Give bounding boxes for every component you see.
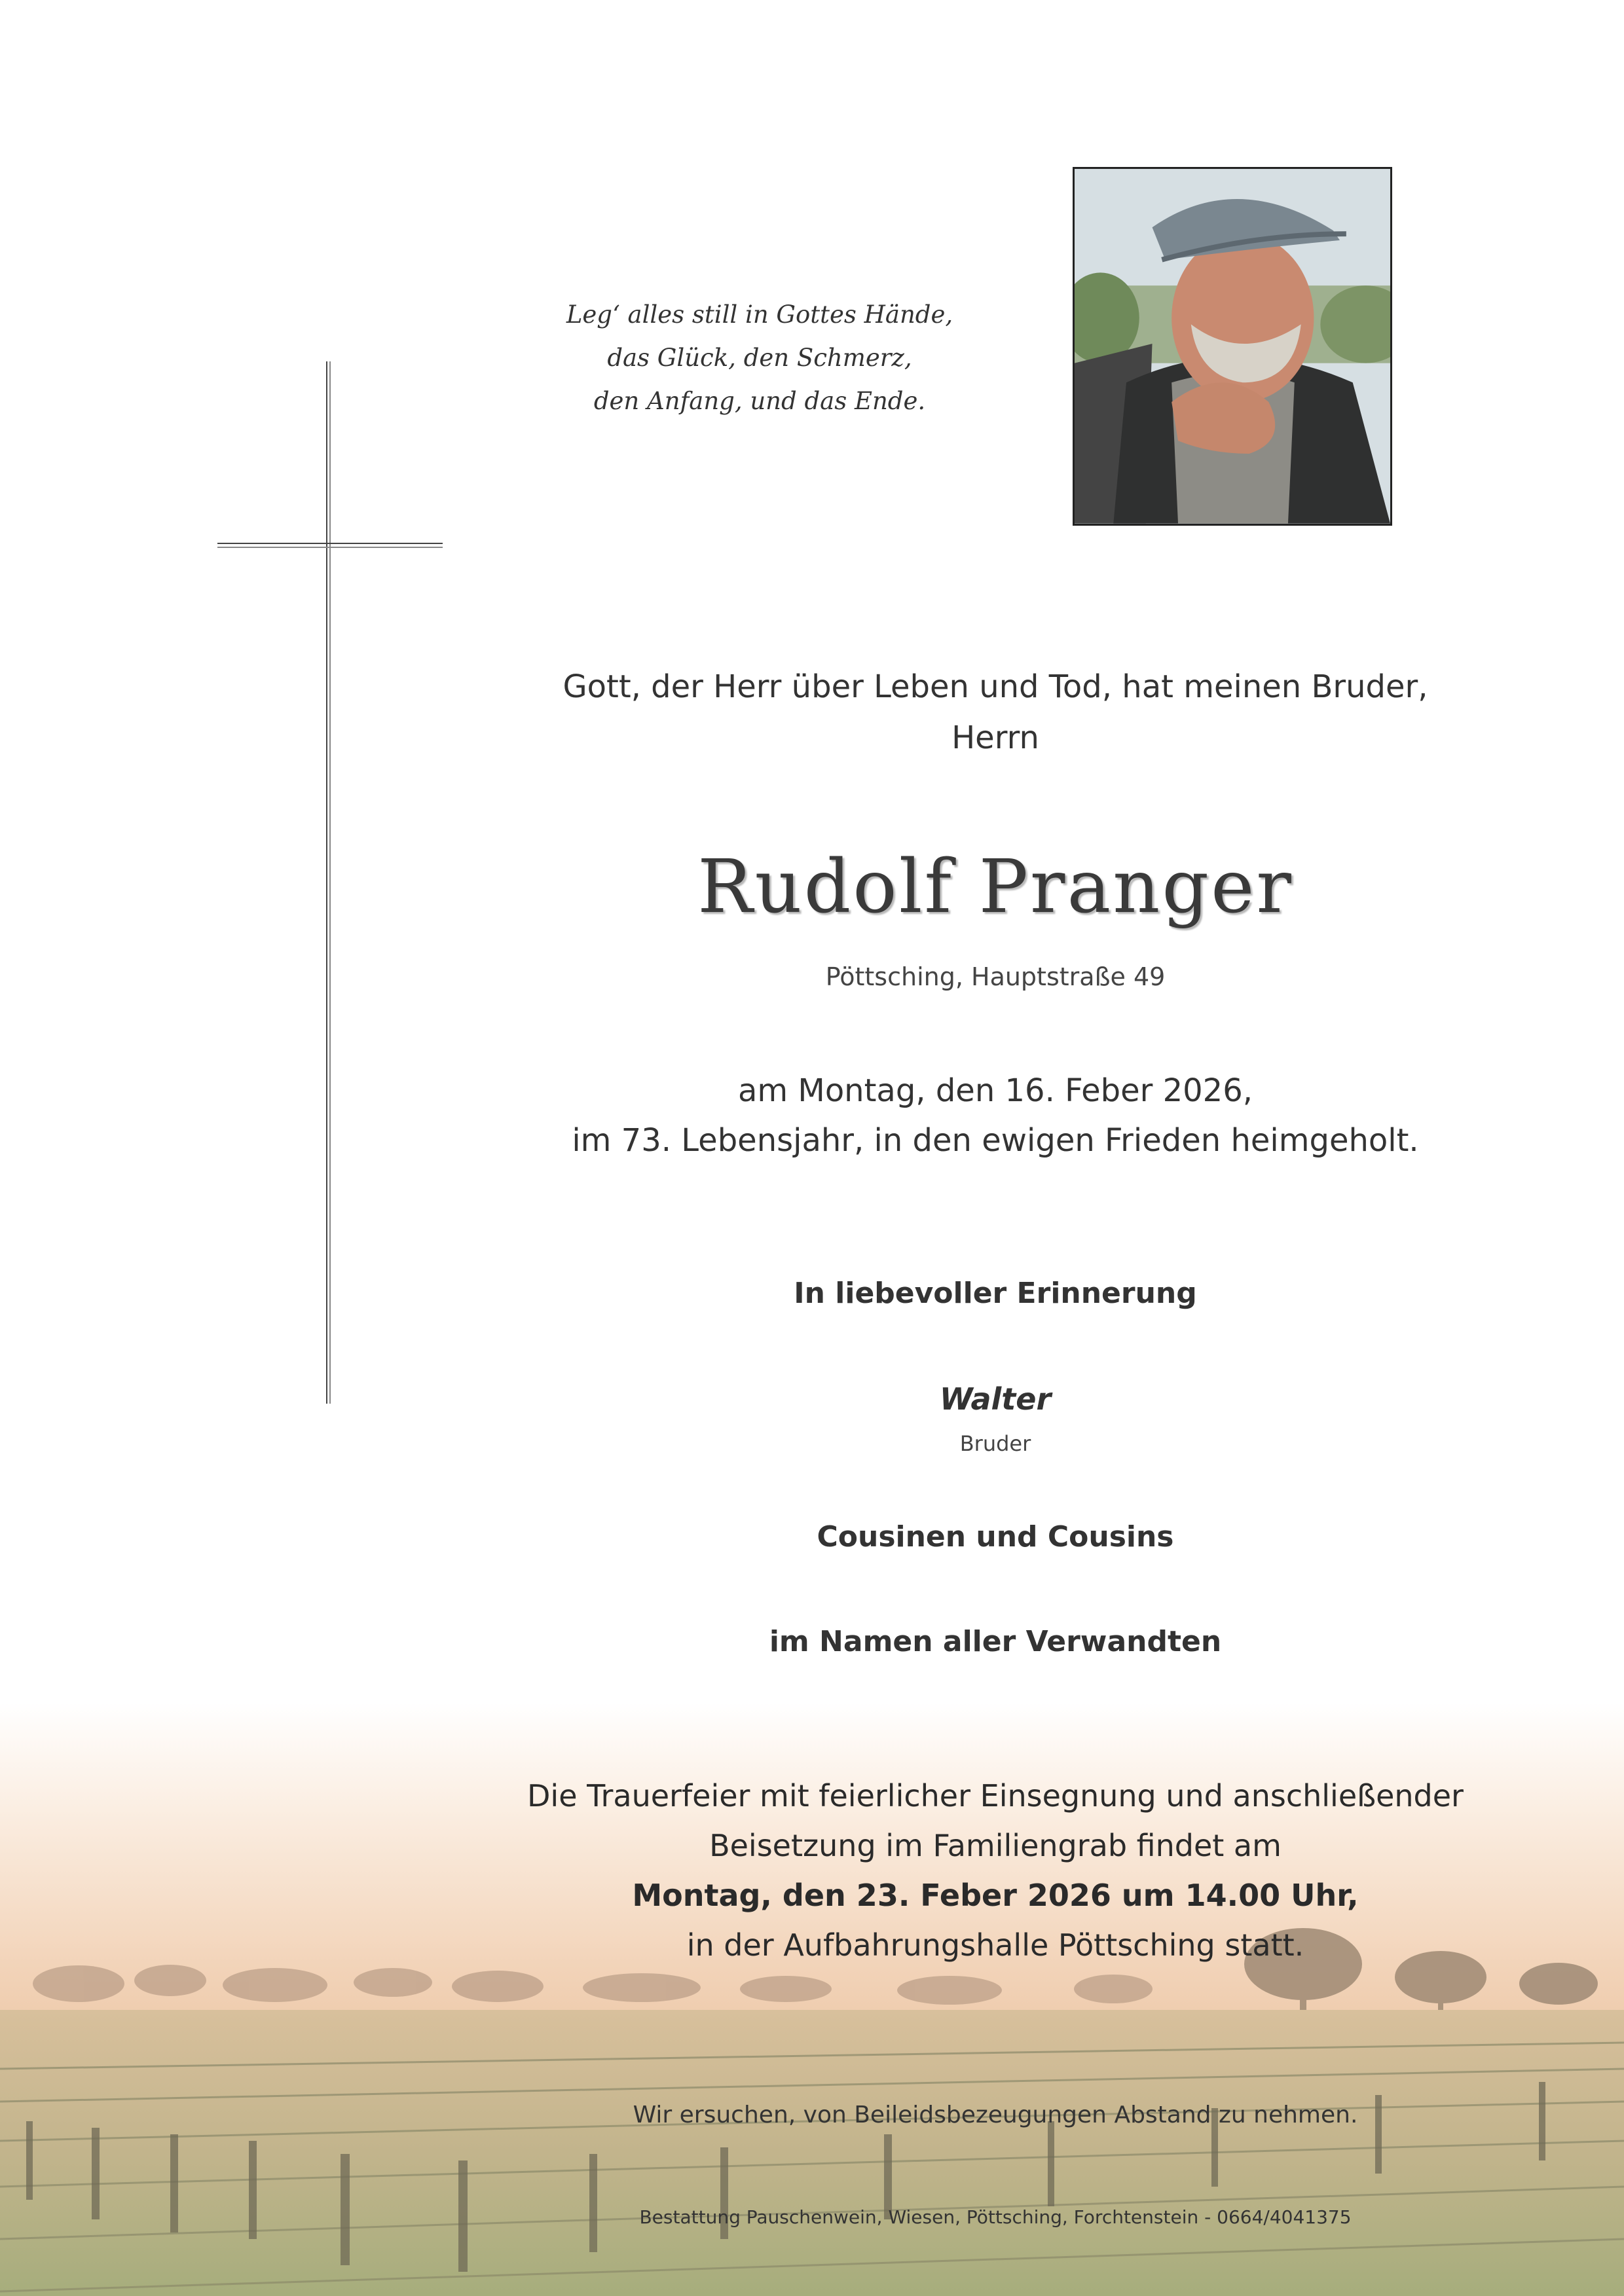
portrait-illustration — [1075, 169, 1390, 524]
verse-line-3: den Anfang, und das Ende. — [593, 387, 926, 415]
death-date-line: am Montag, den 16. Feber 2026, — [737, 1072, 1253, 1109]
deceased-address: Pöttsching, Hauptstraße 49 — [825, 962, 1166, 991]
service-line-1: Die Trauerfeier mit feierlicher Einsegnung und anschließender — [527, 1778, 1464, 1813]
deceased-name: Rudolf Pranger — [697, 845, 1293, 930]
mourner-relation: Bruder — [959, 1431, 1031, 1456]
death-notice — [498, 1066, 1493, 1165]
service-location: in der Aufbahrungshalle Pöttsching statt. — [686, 1927, 1304, 1963]
mourners-relatives: im Namen aller Verwandten — [769, 1625, 1222, 1658]
mourner-name: Walter — [939, 1381, 1052, 1417]
deceased-portrait-photo — [1073, 167, 1392, 526]
service-line-2: Beisetzung im Familiengrab findet am — [709, 1828, 1282, 1863]
cross-vertical-beam — [326, 361, 331, 1404]
intro-line-2: Herrn — [951, 720, 1039, 756]
mourners-cousins: Cousinen und Cousins — [817, 1520, 1174, 1554]
bible-verse — [537, 293, 982, 423]
condolence-request: Wir ersuchen, von Beileidsbezeugungen Abstand zu nehmen. — [633, 2102, 1358, 2128]
undertaker-info: Bestattung Pauschenwein, Wiesen, Pöttsching, Forchtenstein - 0664/4041375 — [639, 2206, 1352, 2228]
death-age-line: im 73. Lebensjahr, in den ewigen Frieden heimgeholt. — [572, 1122, 1419, 1159]
memory-heading: In liebevoller Erinnerung — [794, 1277, 1197, 1310]
intro-line-1: Gott, der Herr über Leben und Tod, hat meinen Bruder, — [563, 668, 1428, 705]
service-date-time: Montag, den 23. Feber 2026 um 14.00 Uhr, — [632, 1878, 1359, 1913]
funeral-service-info — [498, 1771, 1493, 1970]
announcement-intro — [498, 661, 1493, 763]
cross-horizontal-beam — [217, 543, 443, 548]
verse-line-1: Leg‘ alles still in Gottes Hände, — [566, 301, 953, 329]
verse-line-2: das Glück, den Schmerz, — [607, 344, 912, 372]
